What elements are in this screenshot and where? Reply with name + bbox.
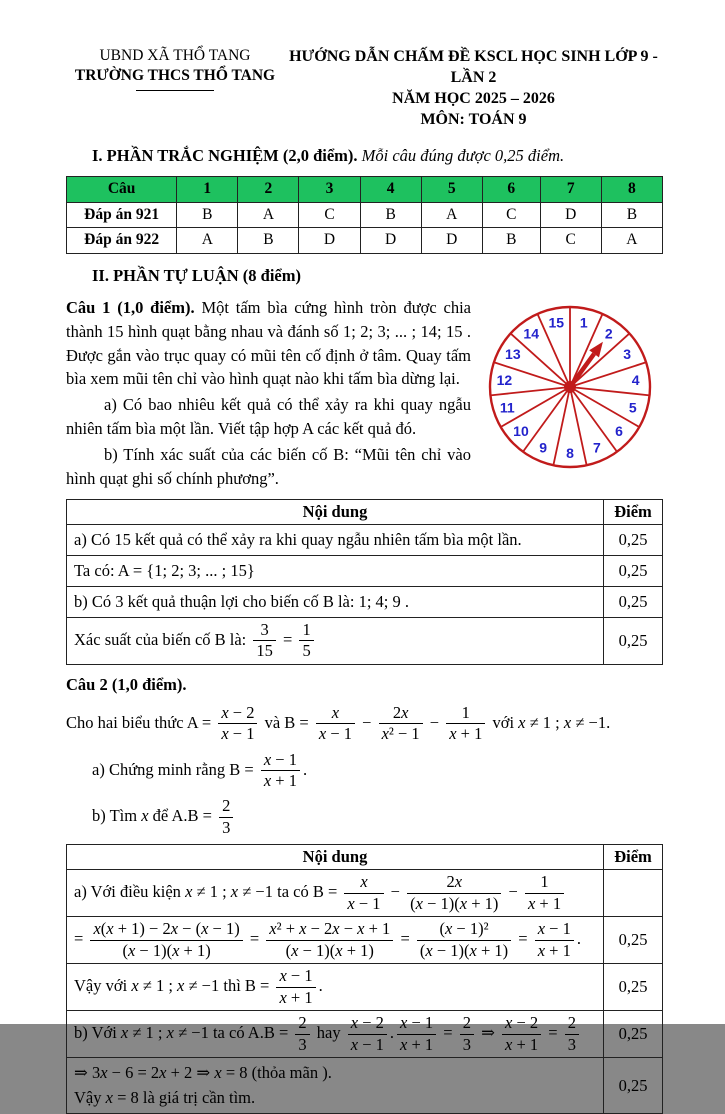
math-run: = [245, 929, 264, 949]
wheel-number: 14 [523, 325, 539, 342]
fraction: $\frac{2}{3}$ [565, 1014, 579, 1054]
row-content [67, 586, 604, 617]
math-run: x [141, 806, 149, 826]
answer-cell: B [482, 228, 540, 253]
fraction: $\frac{\text{x² + x − 2x − x + 1}}{(x - 1)(x + 1)}$ [266, 920, 393, 960]
cau1-intro [66, 296, 471, 392]
math-run: x ≠ 1 ; x ≠ −1 [518, 712, 607, 732]
answer-cell: A [177, 228, 238, 253]
answer-cell: D [360, 228, 421, 253]
answer-row [67, 202, 663, 227]
answer-header-row [67, 177, 663, 202]
table-row [67, 1058, 663, 1114]
answer-col-3: 3 [299, 177, 360, 202]
issuing-org-block [66, 46, 284, 91]
math-run: . [302, 759, 308, 779]
table-row [67, 586, 663, 617]
row-content [67, 555, 604, 586]
answer-cell: D [421, 228, 482, 253]
text-run: hay [312, 1022, 345, 1042]
content-line [74, 967, 596, 1007]
wheel-number: 1 [579, 314, 588, 331]
text-run: Xác suất của biến cố B là: [74, 629, 251, 649]
text-run: (thỏa mãn ). [247, 1063, 332, 1083]
score-cell: 0,25 [604, 617, 663, 664]
grading-header-row [67, 845, 663, 870]
score-cell: 0,25 [604, 917, 663, 964]
text-run: ta có [272, 882, 313, 902]
score-cell: 0,25 [604, 1011, 663, 1058]
math-run: B = [229, 759, 258, 779]
math-run: A = [186, 712, 216, 732]
math-run: x = 8 [105, 1088, 139, 1108]
math-run: x ≠ 1 ; x ≠ −1 [131, 975, 220, 995]
subject: MÔN: TOÁN 9 [420, 111, 527, 129]
section1-title: I. PHẦN TRẮC NGHIỆM (2,0 điểm). [92, 146, 358, 166]
wheel-hub [564, 381, 576, 393]
cau2-part-a [92, 751, 663, 791]
math-run: . [318, 975, 323, 995]
fraction: $\frac{2}{3}$ [219, 797, 233, 837]
text-run: b) Với [74, 1022, 121, 1042]
wheel-number: 6 [615, 422, 623, 439]
cau1-part-a: a) Có bao nhiêu kết quả có thể xảy ra khi quay ngẫu nhiên tấm bìa một lần. Viết tập hợp A các kết quả đó. [66, 395, 471, 439]
fraction: $\frac{2}{3}$ [295, 1014, 309, 1054]
answer-cell: B [601, 202, 662, 227]
wheel-spoke [570, 333, 632, 387]
cau1-label: Câu 1 (1,0 điểm). [66, 297, 195, 317]
score-cell: 0,25 [604, 586, 663, 617]
math-run: − [425, 712, 444, 732]
answer-col-6: 6 [482, 177, 540, 202]
cau2-label: Câu 2 (1,0 điểm). [66, 674, 187, 694]
answer-cell: C [299, 202, 360, 227]
answer-key-table [66, 176, 663, 253]
answer-cell: C [540, 228, 601, 253]
math-run: A.B = [171, 806, 217, 826]
content-line [74, 1014, 596, 1054]
section1-heading [92, 144, 663, 168]
math-run: x ≠ 1 ; x ≠ −1 [120, 1022, 209, 1042]
math-run: − [504, 882, 522, 902]
table-row [67, 964, 663, 1011]
wheel-number: 4 [631, 371, 640, 388]
document-header [66, 46, 663, 130]
wheel-number: 8 [566, 444, 574, 461]
table-row [67, 870, 663, 917]
math-run: ⇒ 3x − 6 = 2x + 2 ⇒ x = 8 [74, 1063, 248, 1083]
math-run: x ≠ 1 ; x ≠ −1 [185, 882, 273, 902]
math-run: = [74, 929, 88, 949]
wheel-number: 7 [592, 438, 601, 455]
column-noidung: Nội dung [67, 845, 604, 870]
answer-cell: D [540, 202, 601, 227]
grading-header-row [67, 500, 663, 525]
section2-heading: II. PHẦN TỰ LUẬN (8 điểm) [92, 265, 301, 285]
answer-cell: A [421, 202, 482, 227]
math-run: B = [284, 712, 313, 732]
answer-col-8: 8 [601, 177, 662, 202]
school-year: NĂM HỌC 2025 – 2026 [392, 90, 555, 108]
text-run: là giá trị cần tìm. [138, 1088, 256, 1108]
answer-cell: B [177, 202, 238, 227]
text-run: ta có [208, 1022, 248, 1042]
math-run: = [278, 629, 297, 649]
math-run: = [439, 1022, 457, 1042]
fraction: $\frac{x - 2}{x - 1}$ [348, 1014, 387, 1054]
fraction: $\frac{1}{x + 1}$ [525, 873, 564, 913]
fraction: $\frac{1}{x + 1}$ [446, 704, 485, 744]
spinner-figure [481, 296, 663, 493]
content-line [74, 1061, 596, 1085]
content-line [74, 528, 596, 552]
text-run: . [400, 591, 410, 611]
score-cell: 0,25 [604, 964, 663, 1011]
content-line [74, 590, 596, 614]
wheel-number: 13 [505, 345, 521, 362]
math-run: = [396, 929, 414, 949]
score-cell: 0,25 [604, 524, 663, 555]
row-content [67, 524, 604, 555]
wheel-number: 5 [628, 399, 637, 416]
answer-col-7: 7 [540, 177, 601, 202]
math-run: − [358, 712, 376, 732]
text-run: Vậy [74, 1088, 106, 1108]
answer-col-1: 1 [177, 177, 238, 202]
row-content [67, 870, 604, 917]
cau2-grading-table [66, 844, 663, 1114]
table-row [67, 555, 663, 586]
math-run: . [389, 1022, 394, 1042]
wheel-number: 10 [513, 422, 529, 439]
math-run: 1; 2; 3; ... ; 14; 15 [343, 321, 463, 341]
table-row [67, 524, 663, 555]
row-content [67, 617, 604, 664]
fraction: $\frac{x - 2}{x + 1}$ [502, 1014, 541, 1054]
math-run: = [514, 929, 532, 949]
math-run: A = {1; 2; 3; ... ; 15} [117, 560, 255, 580]
column-diem: Điểm [604, 500, 663, 525]
score-cell: 0,25 [604, 1058, 663, 1114]
answer-cell: C [482, 202, 540, 227]
fraction: $\frac{x}{x - 1}$ [344, 873, 383, 913]
fraction: $\frac{2}{3}$ [460, 1014, 474, 1054]
fraction: $\frac{3}{15}$ [253, 621, 276, 661]
cau2-intro [66, 704, 663, 744]
score-cell [604, 870, 663, 917]
text-run: a) Có 15 kết quả có thể xảy ra khi quay ngẫu nhiên tấm bìa một lần. [74, 529, 522, 549]
text-run: Cho hai biểu thức [66, 712, 187, 732]
org-name: UBND XÃ THỔ TANG [99, 47, 251, 64]
fraction: $\frac{\text{(x − 1)²}}{(x - 1)(x + 1)}$ [417, 920, 511, 960]
text-run: . Được gắn vào trục quay có mũi tên cố định ở tâm. Quay tấm bìa xem mũi tên chỉ vào hình quạt nào khi tấm bìa dừng lại. [66, 321, 471, 389]
math-run: − [386, 882, 405, 902]
wheel-number: 9 [539, 438, 548, 455]
answer-col-5: 5 [421, 177, 482, 202]
content-line [74, 920, 596, 960]
text-run: Một tấm bìa cứng hình tròn được chia thành 15 hình quạt bằng nhau và đánh số [66, 297, 471, 341]
wheel-number: 15 [548, 314, 565, 331]
content-line [74, 873, 596, 913]
fraction: $\frac{x - 1}{x + 1}$ [261, 751, 300, 791]
answer-cell: D [299, 228, 360, 253]
document-title-block [284, 46, 663, 130]
text-run: để [148, 806, 172, 826]
text-run: Ta có: [74, 560, 118, 580]
answer-row-label: Đáp án 922 [67, 228, 177, 253]
row-content [67, 917, 604, 964]
wheel-number: 12 [496, 371, 513, 388]
text-run: và [260, 712, 285, 732]
fraction: $\frac{x - 1}{x + 1}$ [397, 1014, 436, 1054]
text-run: Vậy với [74, 975, 132, 995]
header-divider [136, 90, 214, 91]
row-content [67, 1011, 604, 1058]
wheel-number: 11 [499, 399, 515, 416]
math-run: = [544, 1022, 562, 1042]
text-run: b) Tìm [92, 806, 142, 826]
text-run: . [606, 712, 611, 732]
column-diem: Điểm [604, 845, 663, 870]
math-run: 1; 4; 9 [358, 591, 401, 611]
row-content [67, 964, 604, 1011]
math-run: ⇒ [476, 1022, 500, 1042]
cau1-part-b: b) Tính xác suất của các biến cố B: “Mũi tên chỉ vào hình quạt ghi số chính phương”. [66, 445, 471, 489]
row-content [67, 1058, 604, 1114]
fraction: $\frac{x - 1}{x + 1}$ [276, 967, 315, 1007]
content-line [74, 621, 596, 661]
answer-row-label: Đáp án 921 [67, 202, 177, 227]
fraction: $\frac{1}{5}$ [299, 621, 313, 661]
score-cell: 0,25 [604, 555, 663, 586]
fraction: $\frac{x - 1}{x + 1}$ [535, 920, 574, 960]
fraction: $\frac{x - 2}{x - 1}$ [218, 704, 257, 744]
answer-cell: B [360, 202, 421, 227]
math-run: B = [244, 975, 274, 995]
math-run: A.B = [247, 1022, 293, 1042]
answer-cell: A [601, 228, 662, 253]
answer-col-4: 4 [360, 177, 421, 202]
table-row [67, 917, 663, 964]
text-run: b) Có 3 kết quả thuận lợi cho biến cố B là: [74, 591, 359, 611]
spinner-wheel [481, 298, 659, 476]
cau1-text [66, 296, 471, 493]
fraction: $\frac{2x}{\text{x² − 1}}$ [379, 704, 423, 744]
content-line [74, 1086, 596, 1110]
fraction: $\frac{x}{x - 1}$ [316, 704, 355, 744]
text-run: thì [219, 975, 245, 995]
cau1-grading-table [66, 499, 663, 665]
answer-row [67, 228, 663, 253]
answer-col-label: Câu [67, 177, 177, 202]
cau1-block [66, 296, 663, 493]
text-run: a) Với điều kiện [74, 882, 186, 902]
math-run: . [576, 929, 581, 949]
math-run: B = [312, 882, 342, 902]
cau2-part-b [92, 797, 663, 837]
text-run: a) Chứng minh rằng [92, 759, 230, 779]
table-row [67, 1011, 663, 1058]
school-name: TRƯỜNG THCS THỔ TANG [74, 67, 276, 85]
column-noidung: Nội dung [67, 500, 604, 525]
answer-cell: A [238, 202, 299, 227]
answer-cell: B [238, 228, 299, 253]
table-row [67, 617, 663, 664]
fraction: $\frac{x(x + 1) - 2x - (x - 1)}{(x - 1)(x + 1)}$ [90, 920, 242, 960]
section1-note: Mỗi câu đúng được 0,25 điểm. [361, 146, 565, 166]
fraction: $\frac{2x}{(x - 1)(x + 1)}$ [407, 873, 501, 913]
wheel-number: 2 [604, 325, 613, 342]
document-title: HƯỚNG DẪN CHẤM ĐỀ KSCL HỌC SINH LỚP 9 - LẦN 2 [289, 48, 658, 87]
text-run: với [488, 712, 519, 732]
wheel-number: 3 [623, 345, 632, 362]
answer-col-2: 2 [238, 177, 299, 202]
content-line [74, 559, 596, 583]
